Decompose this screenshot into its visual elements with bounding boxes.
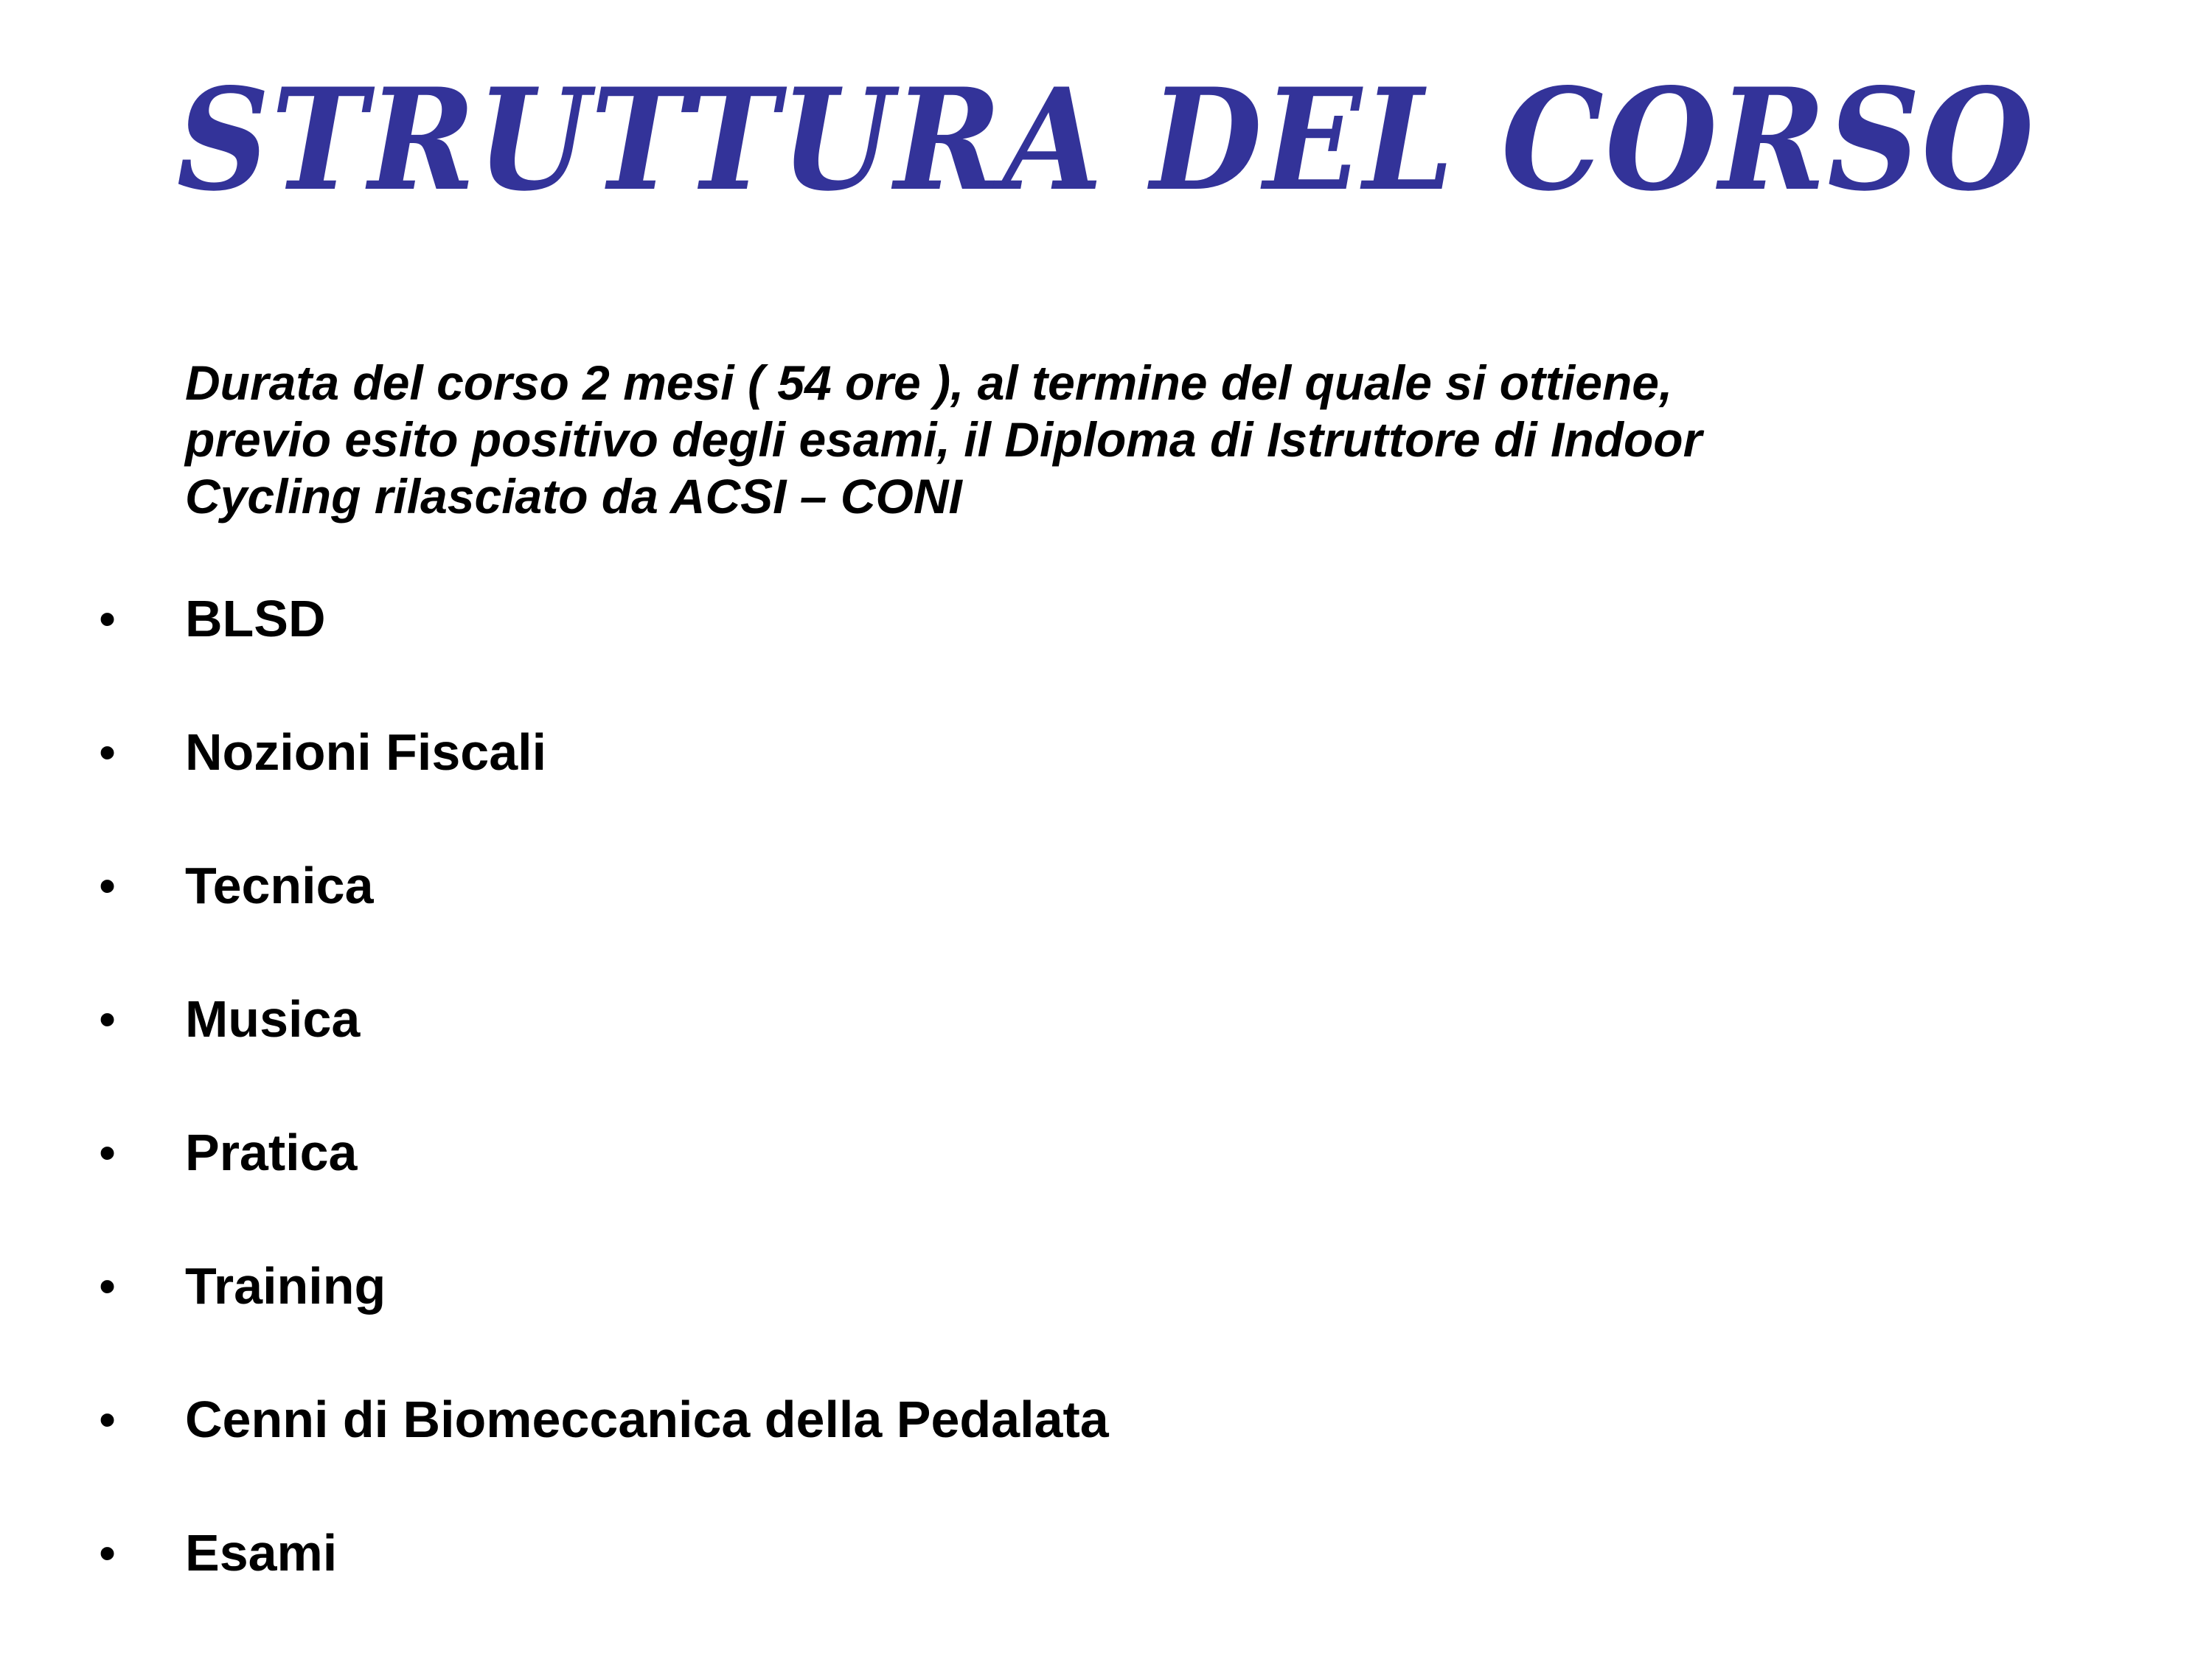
bullet-icon: • <box>99 1125 116 1180</box>
list-item-label: Training <box>185 1257 386 1315</box>
list-item-label: Cenni di Biomeccanica della Pedalata <box>185 1391 1109 1448</box>
list-item-label: Esami <box>185 1524 338 1582</box>
list-item-label: Tecnica <box>185 857 374 914</box>
bullet-icon: • <box>99 1392 116 1447</box>
slide-title: STRUTTURA DEL CORSO <box>176 58 2036 222</box>
list-item-label: Musica <box>185 990 361 1048</box>
bullet-icon: • <box>99 1526 116 1580</box>
list-item-label: BLSD <box>185 590 326 647</box>
list-item-label: Nozioni Fiscali <box>185 723 547 781</box>
bullet-icon: • <box>99 1259 116 1313</box>
intro-line: previo esito positivo degli esami, il Diploma di Istruttore di Indoor <box>185 412 1703 467</box>
intro-paragraph <box>185 355 2043 525</box>
bullet-icon: • <box>99 725 116 779</box>
bullet-icon: • <box>99 591 116 646</box>
intro-line: Cycling rilasciato da ACSI – CONI <box>185 469 962 524</box>
intro-line: Durata del corso 2 mesi ( 54 ore ), al termine del quale si ottiene, <box>185 355 1673 410</box>
bullet-icon: • <box>99 992 116 1046</box>
list-item-label: Pratica <box>185 1124 358 1181</box>
bullet-icon: • <box>99 858 116 913</box>
